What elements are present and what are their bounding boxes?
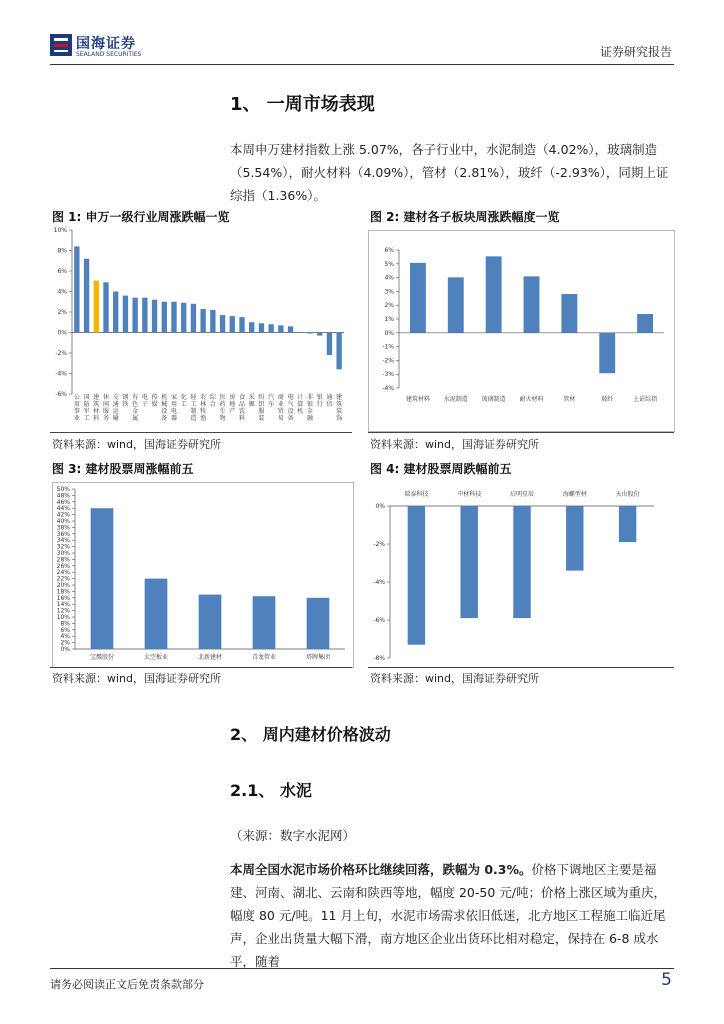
category-label: 家用电器 xyxy=(170,394,178,422)
header-divider xyxy=(50,64,674,65)
subsector-weekly-change-chart xyxy=(369,231,674,431)
bar xyxy=(513,506,530,618)
y-tick-label: 5% xyxy=(384,260,394,268)
y-tick-label: 0% xyxy=(57,329,67,337)
section-1-heading: 1、 一周市场表现 xyxy=(230,94,375,115)
category-label: 北新建材 xyxy=(197,654,223,661)
category-label: 水泥制造 xyxy=(443,396,468,403)
y-tick-label: 50% xyxy=(56,486,70,493)
bar xyxy=(307,333,312,334)
bar xyxy=(191,304,196,333)
category-label: 中材科技 xyxy=(457,491,482,498)
y-tick-label: 8% xyxy=(57,247,67,255)
y-tick-label: -8% xyxy=(373,655,385,662)
bar xyxy=(619,506,636,542)
category-label: 房地产 xyxy=(229,394,236,415)
category-label: 化工 xyxy=(180,394,187,408)
y-tick-label: 6% xyxy=(60,626,70,634)
bar xyxy=(327,333,332,356)
y-tick-label: 36% xyxy=(56,530,70,538)
category-label: 海螺型材 xyxy=(562,491,587,498)
bar xyxy=(239,317,244,332)
y-tick-label: 2% xyxy=(60,639,70,647)
y-tick-label: 6% xyxy=(384,247,394,254)
category-label: 国防军工 xyxy=(83,394,90,422)
y-tick-label: 2% xyxy=(384,302,394,310)
y-tick-label: 28% xyxy=(56,556,70,564)
section-2-heading: 2、 周内建材价格波动 xyxy=(230,725,391,744)
y-tick-label: -4% xyxy=(373,579,385,586)
company-logo xyxy=(50,32,150,62)
y-tick-label: 4% xyxy=(57,288,67,296)
bar xyxy=(181,303,186,333)
bar xyxy=(142,298,147,333)
bar xyxy=(132,298,137,333)
y-tick-label: 3% xyxy=(384,288,394,296)
section-2-1-paragraph xyxy=(230,858,676,973)
paragraph-body: 价格下调地区主要是福建、河南、湖北、云南和陕西等地，幅度 20-50 元/吨；价格上涨区域为重庆，幅度 80 元/吨。11 月上旬，水泥市场需求依旧低迷，北方地区工程施工临近尾声，企业出货量大幅下滑，南方地区企业出货环比相对稳定，保持在 6-8 成水平，随着 xyxy=(230,862,666,969)
sealand-logo-icon xyxy=(50,34,72,56)
bar xyxy=(200,309,205,333)
y-tick-label: 46% xyxy=(56,498,70,506)
y-tick-label: 0% xyxy=(60,646,70,653)
section-2-1-heading: 2.1、 水泥 xyxy=(230,781,312,800)
bar xyxy=(599,333,615,373)
category-label: 公用事业 xyxy=(73,394,80,422)
category-label: 建筑材料 xyxy=(405,396,430,403)
category-label: 传媒 xyxy=(151,394,158,408)
category-label: 塔牌集团 xyxy=(305,654,331,661)
y-tick-label: -2% xyxy=(373,541,385,548)
category-label: 耐火材料 xyxy=(519,396,544,403)
figure-2-chart xyxy=(368,230,675,432)
category-label: 青龙管业 xyxy=(251,654,277,661)
bar xyxy=(259,323,264,332)
y-tick-label: -6% xyxy=(373,617,385,624)
category-label: 汽车 xyxy=(268,394,275,408)
bar xyxy=(448,277,464,332)
bar xyxy=(210,310,215,333)
category-label: 电气设备 xyxy=(287,394,294,422)
category-label: 上证综指 xyxy=(633,396,658,403)
footer-divider xyxy=(50,968,674,969)
bar xyxy=(253,596,276,649)
figure-1-title: 图 1: 申万一级行业周涨跌幅一览 xyxy=(52,210,230,224)
bar xyxy=(460,506,477,618)
y-tick-label: 4% xyxy=(60,633,70,641)
y-tick-label: -4% xyxy=(55,370,67,378)
figure-2-source: 资料来源：wind，国海证券研究所 xyxy=(370,438,540,451)
bar xyxy=(317,333,322,336)
figure-3-source: 资料来源：wind，国海证券研究所 xyxy=(52,672,222,685)
bar xyxy=(566,506,583,571)
figure-4-source: 资料来源：wind，国海证券研究所 xyxy=(370,672,540,685)
category-label: 交通运输 xyxy=(112,394,119,422)
y-tick-label: 8% xyxy=(60,620,70,628)
y-tick-label: 12% xyxy=(56,607,70,615)
y-tick-label: 44% xyxy=(56,505,70,513)
footer-disclaimer: 请务必阅读正文后免责条款部分 xyxy=(50,978,204,991)
paragraph-lead-sentence: 本周全国水泥市场价格环比继续回落，跌幅为 0.3%。 xyxy=(230,862,532,877)
figure-1-divider xyxy=(50,432,352,433)
category-label: 启明星辰 xyxy=(509,491,535,498)
bar xyxy=(162,302,167,333)
figure-4-title: 图 4: 建材股票周跌幅前五 xyxy=(370,462,512,476)
category-label: 休闲服务 xyxy=(102,394,110,422)
y-tick-label: 16% xyxy=(56,594,70,602)
category-label: 机械设备 xyxy=(161,394,168,422)
category-label: 计算机 xyxy=(297,394,304,415)
bar xyxy=(220,315,225,332)
category-label: 钢铁 xyxy=(122,394,129,408)
figure-1-chart xyxy=(50,224,350,430)
y-tick-label: 48% xyxy=(56,492,70,500)
category-label: 建筑装饰 xyxy=(336,394,343,422)
report-type-label: 证券研究报告 xyxy=(599,45,672,59)
bar xyxy=(103,282,108,332)
y-tick-label: 30% xyxy=(56,550,70,557)
y-tick-label: 34% xyxy=(56,537,70,545)
bar xyxy=(84,259,89,333)
top-losers-chart xyxy=(368,482,674,666)
category-label: 综合 xyxy=(209,394,216,408)
bar xyxy=(307,598,330,649)
top-gainers-chart xyxy=(53,483,353,667)
figure-4-chart xyxy=(368,482,674,666)
bar xyxy=(123,296,128,333)
category-label: 宝鹰股份 xyxy=(89,654,115,661)
bar xyxy=(561,294,577,333)
bar xyxy=(145,579,168,649)
category-label: 非银金融 xyxy=(306,394,314,422)
figure-4-divider xyxy=(368,667,674,668)
bar xyxy=(113,292,118,333)
bar xyxy=(230,316,235,332)
y-tick-label: 0% xyxy=(384,329,394,337)
y-tick-label: 10% xyxy=(56,614,70,621)
category-label: 建筑材料 xyxy=(93,394,100,422)
y-tick-label: 1% xyxy=(384,316,394,323)
category-label: 玻璃制造 xyxy=(481,396,506,403)
y-tick-label: 40% xyxy=(56,518,70,525)
bar xyxy=(637,314,653,333)
bar xyxy=(152,300,157,333)
bar xyxy=(74,246,79,332)
category-label: 有色金属 xyxy=(132,394,139,422)
y-tick-label: -3% xyxy=(382,371,394,379)
category-label: 电子 xyxy=(141,394,148,408)
figure-2-title: 图 2: 建材各子板块周涨跌幅度一览 xyxy=(370,210,560,224)
category-label: 纺织服装 xyxy=(258,394,265,422)
figure-3-divider xyxy=(50,667,352,668)
bar xyxy=(268,324,273,332)
data-source-note: （来源：数字水泥网） xyxy=(230,828,356,843)
bar xyxy=(298,333,303,334)
category-label: 医药生物 xyxy=(219,394,226,422)
category-label: 轻工制造 xyxy=(190,394,197,422)
figure-1-source: 资料来源：wind，国海证券研究所 xyxy=(52,438,222,451)
logo-text: 国海证券 xyxy=(76,36,136,52)
page-number: 5 xyxy=(661,970,672,990)
category-label: 玻纤 xyxy=(601,396,614,403)
bar xyxy=(249,322,254,332)
y-tick-label: 38% xyxy=(56,524,70,532)
category-label: 瑞泰科技 xyxy=(404,491,429,498)
bar xyxy=(288,326,293,332)
bar xyxy=(408,506,425,645)
category-label: 太空板业 xyxy=(143,654,169,661)
bar xyxy=(278,325,283,332)
y-tick-label: 22% xyxy=(56,575,70,583)
y-tick-label: 26% xyxy=(56,562,70,570)
y-tick-label: 2% xyxy=(57,309,67,316)
y-tick-label: 0% xyxy=(375,503,385,510)
category-label: 农林牧渔 xyxy=(200,394,207,422)
y-tick-label: 20% xyxy=(56,582,70,589)
y-tick-label: 14% xyxy=(56,601,70,609)
figure-3-title: 图 3: 建材股票周涨幅前五 xyxy=(52,462,194,476)
bar xyxy=(199,595,222,649)
y-tick-label: 18% xyxy=(56,588,70,596)
figure-2-divider xyxy=(368,432,674,433)
bar xyxy=(410,263,426,333)
y-tick-label: -2% xyxy=(382,357,394,365)
y-tick-label: 10% xyxy=(53,227,67,234)
category-label: 采掘 xyxy=(248,394,255,408)
category-label: 通信 xyxy=(326,394,333,408)
category-label: 管材 xyxy=(563,396,576,403)
logo-english-text: SEALAND SECURITIES xyxy=(76,51,142,58)
y-tick-label: -1% xyxy=(382,343,394,351)
y-tick-label: 6% xyxy=(57,268,67,275)
bar xyxy=(91,508,114,649)
y-tick-label: 24% xyxy=(56,569,70,577)
bar xyxy=(94,281,99,333)
figure-3-chart xyxy=(52,482,354,668)
y-tick-label: 32% xyxy=(56,543,70,551)
section-1-paragraph: 本周申万建材指数上涨 5.07%，各子行业中，水泥制造（4.02%），玻璃制造（5.54%），耐火材料（4.09%），管材（2.81%），玻纤（-2.93%），同期上证综指（1.36%）。 xyxy=(230,142,669,203)
category-label: 食品饮料 xyxy=(238,394,246,422)
bar xyxy=(486,256,502,332)
category-label: 天山股份 xyxy=(615,491,640,498)
y-tick-label: -2% xyxy=(55,350,67,357)
y-tick-label: -6% xyxy=(55,391,67,398)
bar xyxy=(524,276,540,332)
bar xyxy=(171,302,176,333)
industry-weekly-change-chart xyxy=(50,224,350,430)
y-tick-label: -4% xyxy=(382,385,394,392)
category-label: 银行 xyxy=(316,394,323,408)
y-tick-label: 4% xyxy=(384,274,394,282)
bar xyxy=(336,333,341,370)
y-tick-label: 42% xyxy=(56,511,70,519)
category-label: 商业贸易 xyxy=(277,394,284,422)
